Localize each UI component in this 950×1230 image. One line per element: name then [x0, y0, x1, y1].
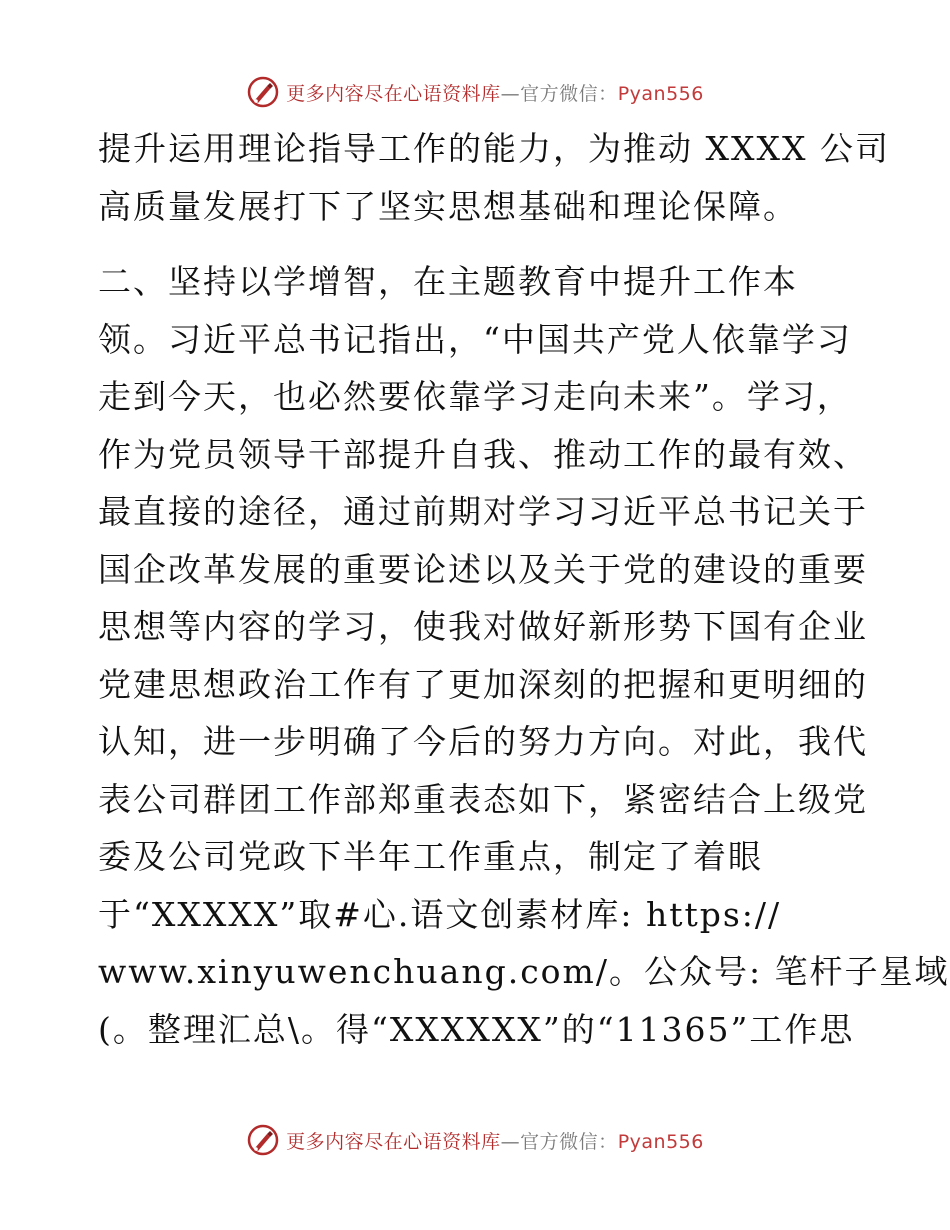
- text-line: 表公司群团工作部郑重表态如下，紧密结合上级党: [98, 779, 868, 819]
- watermark-text: [286, 79, 704, 106]
- watermark-main: 更多内容尽在心语资料库: [286, 1130, 501, 1153]
- paragraph-1: [98, 120, 890, 235]
- watermark-id: Pyan556: [617, 1130, 704, 1153]
- watermark-footer: [0, 1120, 950, 1160]
- text-line: 于“XXXXX”取#心.语文创素材库: https://: [98, 894, 782, 934]
- paragraph-2: [98, 253, 950, 1058]
- text-line: 领。习近平总书记指出，“中国共产党人依靠学习: [98, 319, 852, 359]
- pen-logo-icon: [246, 75, 280, 109]
- text-line: 党建思想政治工作有了更加深刻的把握和更明细的: [98, 664, 868, 704]
- watermark-text: [286, 1127, 704, 1154]
- text-line: 提升运用理论指导工作的能力，为推动 XXXX 公司: [98, 129, 890, 168]
- text-line: (。整理汇总\。得“XXXXXX”的“11365”工作思: [98, 1009, 855, 1049]
- text-line: 最直接的途径，通过前期对学习习近平总书记关于: [98, 492, 868, 531]
- text-line: 高质量发展打下了坚实思想基础和理论保障。: [98, 186, 798, 226]
- pen-logo-icon: [246, 1123, 280, 1157]
- text-line: 走到今天，也必然要依靠学习走向未来”。学习，: [98, 377, 852, 416]
- text-line: 作为党员领导干部提升自我、推动工作的最有效、: [98, 434, 868, 474]
- text-line: www.xinyuwenchuang.com/。公众号: 笔杆子星域: [98, 952, 950, 991]
- text-line: 委及公司党政下半年工作重点，制定了着眼: [98, 837, 763, 876]
- text-line: 认知，进一步明确了今后的努力方向。对此，我代: [98, 722, 868, 761]
- watermark-sub: 官方微信：: [520, 82, 618, 105]
- text-line: 思想等内容的学习，使我对做好新形势下国有企业: [98, 607, 868, 646]
- watermark-header: [0, 72, 950, 112]
- watermark-main: 更多内容尽在心语资料库: [286, 82, 501, 105]
- watermark-dash: —: [500, 1130, 521, 1153]
- section-heading-line: 二、坚持以学增智，在主题教育中提升工作本: [98, 262, 798, 301]
- watermark-id: Pyan556: [617, 82, 704, 105]
- document-body: [98, 120, 950, 1058]
- watermark-sub: 官方微信：: [520, 1130, 618, 1153]
- watermark-dash: —: [500, 82, 521, 105]
- text-line: 国企改革发展的重要论述以及关于党的建设的重要: [98, 549, 868, 589]
